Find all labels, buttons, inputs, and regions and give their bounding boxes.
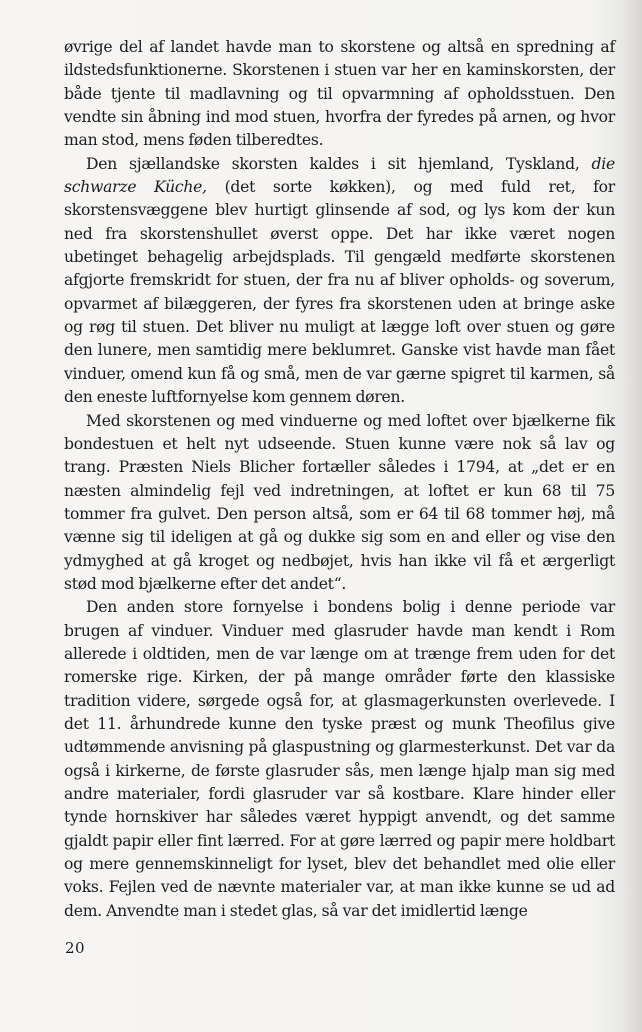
paragraph-2	[64, 153, 615, 410]
paragraph-1: øvrige del af landet havde man to skorstene og altså en spredning af ildstedsfunktionerne. Skorstenen i stuen var her en kaminskorsten, der både tjente til madlavning og til opvarmning af opholdsstuen. Den vendte sin åbning ind mod stuen, hvorfra der fyredes på arnen, og hvor man stod, mens føden tilberedtes.	[64, 38, 615, 150]
paragraph-2-rest: (det sorte køkken), og med fuld ret, for skorstensvæggene blev hurtigt glinsende af sod, og lys kom der kun ned fra skorstenshullet øverst oppe. Det har ikke været nogen ubetinget behagelig arbejdsplads. Til gengæld medførte skorstenen afgjorte fremskridt for stuen, der fra nu af bliver opholds- og soverum, opvarmet af bilæggeren, der fyres fra skorstenen uden at bringe aske og røg til stuen. Det bliver nu muligt at lægge loft over stuen og gøre den lunere, men samtidig mere beklumret. Ganske vist havde man fået vinduer, omend kun få og små, men de var gærne spigret til karmen, så den eneste luftfornyelse kom gennem døren.	[64, 178, 615, 407]
paragraph-2-start: Den sjællandske skorsten kaldes i sit hjemland, Tyskland,	[86, 154, 592, 173]
paragraph-3: Med skorstenen og med vinduerne og med loftet over bjælkerne fik bondestuen et helt nyt udseende. Stuen kunne være nok så lav og trang. Præsten Niels Blicher fortæller således i 1794, at „det er en næsten almindelig fejl ved indretningen, at loftet er kun 68 til 75 tommer fra gulvet. Den person altså, som er 64 til 68 tommer høj, må vænne sig til ideligen at gå og dukke sig som en and eller og vise den ydmyghed at gå kroget og nedbøjet, hvis han ikke vil få et ærgerligt stød mod bjælkerne efter det andet“.	[64, 411, 615, 593]
paragraph-4: Den anden store fornyelse i bondens bolig i denne periode var brugen af vinduer. Vinduer med glasruder havde man kendt i Rom allerede i oldtiden, men de var længe om at trænge frem uden for det romerske rige. Kirken, der på mange områder førte den klassiske tradition videre, sørgede også for, at glasmagerkunsten overlevede. I det 11. århundrede kunne den tyske præst og munk Theofilus give udtømmende anvisning på glaspustning og glarmesterkunst. Det var da også i kirkerne, de første glasruder sås, men længe hjalp man sig med andre materialer, fordi glasruder var så kostbare. Klare hinder eller tynde hornskiver har således været hyppigt anvendt, og det samme gjaldt papir eller fint lærred. For at gøre lærred og papir mere holdbart og mere gennemskinneligt for lyset, blev det behandlet med olie eller voks. Fejlen ved de nævnte materialer var, at man ikke kunne se ud ad dem. Anvendte man i stedet glas, så var det imidlertid længe	[64, 598, 615, 920]
page-number: 20	[65, 939, 86, 957]
body-text	[64, 36, 615, 923]
paragraph-2-italic-term: die schwarze Küche,	[64, 154, 615, 197]
